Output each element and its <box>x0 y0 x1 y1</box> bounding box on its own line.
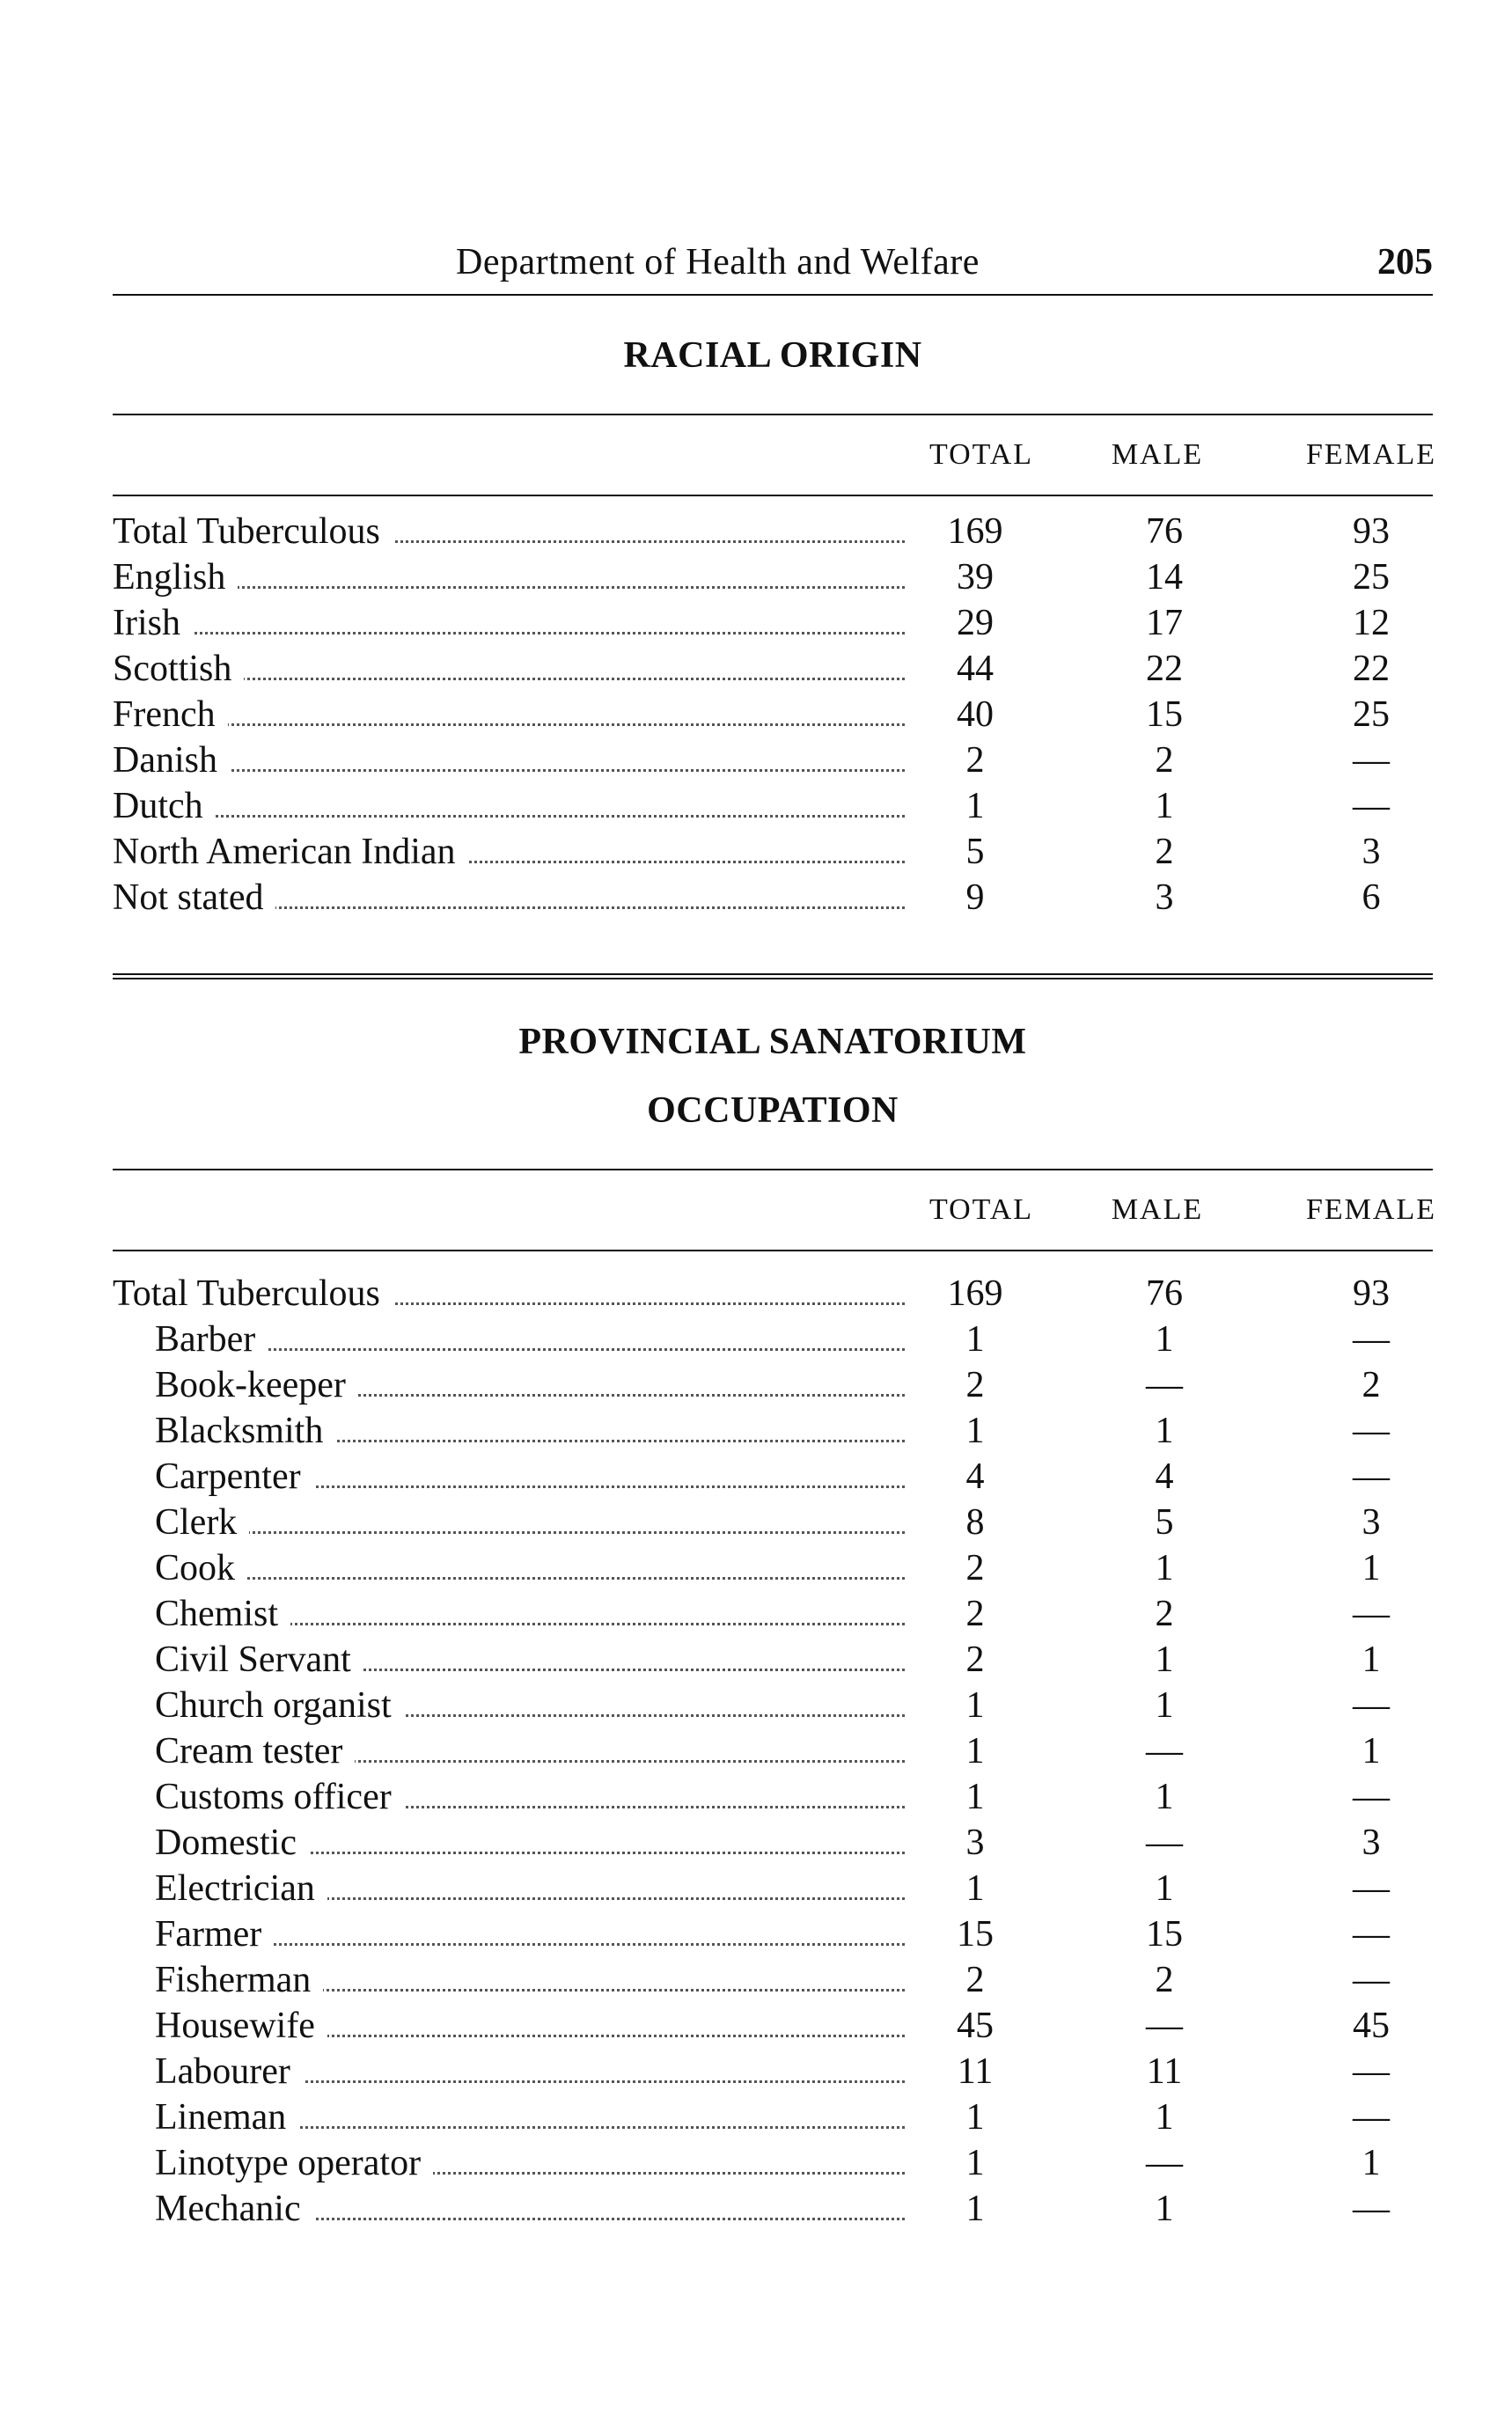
cell-total: 1 <box>965 2097 985 2138</box>
occupation-table <box>113 1271 1433 2232</box>
row-label: Dutch <box>113 783 216 829</box>
cell-female: — <box>1353 1685 1390 1726</box>
cell-total: 45 <box>957 2006 994 2046</box>
cell-female: 3 <box>1362 832 1381 872</box>
table-row <box>113 2094 1433 2140</box>
cell-female: — <box>1353 2051 1390 2092</box>
row-label: Chemist <box>155 1591 290 1637</box>
cell-male: 2 <box>1155 740 1174 781</box>
col-head-female: FEMALE <box>1306 438 1436 471</box>
cell-female: — <box>1353 1868 1390 1909</box>
cell-male: 15 <box>1146 694 1183 735</box>
cell-female: 12 <box>1353 603 1390 643</box>
cell-total: 2 <box>965 740 985 781</box>
table-row <box>113 737 1433 783</box>
cell-total: 9 <box>965 877 985 918</box>
table-row <box>113 875 1433 921</box>
table-row <box>113 1591 1433 1637</box>
dot-leader <box>130 632 905 635</box>
col-head-male: MALE <box>1111 1193 1204 1226</box>
cell-male: 1 <box>1155 786 1174 826</box>
dot-leader <box>130 769 905 772</box>
row-label: Customs officer <box>155 1774 404 1820</box>
cell-female: 1 <box>1362 1639 1381 1680</box>
table-row <box>113 1774 1433 1820</box>
cell-male: 1 <box>1155 1548 1174 1588</box>
table-row <box>113 1728 1433 1774</box>
row-label: Scottish <box>113 646 244 692</box>
row-label: Mechanic <box>155 2186 313 2232</box>
cell-male: 11 <box>1146 2051 1183 2092</box>
table-row <box>113 1683 1433 1728</box>
table-row <box>113 1545 1433 1591</box>
row-label: Book-keeper <box>155 1362 358 1408</box>
table-row <box>113 646 1433 692</box>
row-label: Linotype operator <box>155 2140 433 2186</box>
table-row <box>113 1637 1433 1683</box>
cell-total: 40 <box>957 694 994 735</box>
row-label: Barber <box>155 1317 268 1362</box>
cell-male: — <box>1146 2143 1183 2183</box>
row-label: Cream tester <box>155 1728 355 1774</box>
row-label: Total Tuberculous <box>113 1271 393 1317</box>
cell-female: 25 <box>1353 694 1390 735</box>
row-label: Total Tuberculous <box>113 509 393 554</box>
cell-male: 2 <box>1155 1960 1174 2000</box>
cell-total: 5 <box>965 832 985 872</box>
table-row <box>113 1820 1433 1866</box>
table-row <box>113 1408 1433 1454</box>
table-row <box>113 2140 1433 2186</box>
row-label: Church organist <box>155 1683 404 1728</box>
cell-female: — <box>1353 1411 1390 1451</box>
table-row <box>113 1957 1433 2003</box>
section-divider <box>113 973 1433 979</box>
cell-male: — <box>1146 1365 1183 1405</box>
dot-leader <box>172 1348 905 1351</box>
cell-total: 1 <box>965 1685 985 1726</box>
table-row <box>113 1317 1433 1362</box>
running-head <box>113 231 1433 283</box>
cell-total: 1 <box>965 2189 985 2229</box>
occupation-top-rule <box>113 1169 1433 1170</box>
cell-female: 1 <box>1362 2143 1381 2183</box>
cell-male: 15 <box>1146 1914 1183 1955</box>
cell-male: 17 <box>1146 603 1183 643</box>
cell-male: 76 <box>1146 1273 1183 1314</box>
cell-female: 93 <box>1353 511 1390 552</box>
cell-total: 169 <box>947 511 1003 552</box>
col-head-total: TOTAL <box>928 1193 1034 1226</box>
col-head-total: TOTAL <box>928 438 1034 471</box>
cell-female: — <box>1353 2097 1390 2138</box>
row-label: Housewife <box>155 2003 327 2049</box>
occupation-head-rule <box>113 1250 1433 1251</box>
table-row <box>113 1271 1433 1317</box>
cell-female: — <box>1353 1960 1390 2000</box>
cell-total: 2 <box>965 1548 985 1588</box>
cell-total: 1 <box>965 1731 985 1771</box>
table-row <box>113 829 1433 875</box>
row-label: Blacksmith <box>155 1408 335 1454</box>
cell-male: 22 <box>1146 649 1183 689</box>
cell-total: 3 <box>965 1823 985 1863</box>
row-label: Carpenter <box>155 1454 313 1500</box>
cell-male: — <box>1146 1823 1183 1863</box>
table-row <box>113 600 1433 646</box>
row-label: Danish <box>113 737 230 783</box>
dot-leader <box>130 678 905 680</box>
cell-male: 1 <box>1155 1868 1174 1909</box>
cell-female: — <box>1353 1594 1390 1634</box>
table-row <box>113 1866 1433 1911</box>
row-label: Irish <box>113 600 193 646</box>
cell-male: 1 <box>1155 1777 1174 1817</box>
cell-total: 11 <box>957 2051 994 2092</box>
cell-male: 1 <box>1155 1411 1174 1451</box>
cell-total: 8 <box>965 1502 985 1543</box>
cell-total: 2 <box>965 1365 985 1405</box>
cell-male: — <box>1146 2006 1183 2046</box>
page-number: 205 <box>1377 242 1433 282</box>
cell-male: 3 <box>1155 877 1174 918</box>
cell-male: 14 <box>1146 557 1183 598</box>
row-label: Domestic <box>155 1820 309 1866</box>
cell-total: 4 <box>965 1456 985 1497</box>
table-row <box>113 1500 1433 1545</box>
row-label: English <box>113 554 238 600</box>
cell-female: — <box>1353 2189 1390 2229</box>
row-label: Electrician <box>155 1866 327 1911</box>
table-row <box>113 1362 1433 1408</box>
row-label: Civil Servant <box>155 1637 363 1683</box>
row-label: Labourer <box>155 2049 303 2094</box>
header-rule <box>113 294 1433 296</box>
row-label: Lineman <box>155 2094 298 2140</box>
table-row <box>113 783 1433 829</box>
cell-female: — <box>1353 786 1390 826</box>
cell-male: 1 <box>1155 1319 1174 1360</box>
dot-leader <box>130 815 905 818</box>
cell-total: 1 <box>965 2143 985 2183</box>
cell-total: 1 <box>965 1319 985 1360</box>
cell-male: 2 <box>1155 832 1174 872</box>
dot-leader <box>172 1531 905 1534</box>
cell-total: 15 <box>957 1914 994 1955</box>
racial-origin-top-rule <box>113 414 1433 415</box>
cell-male: 76 <box>1146 511 1183 552</box>
table-row <box>113 509 1433 554</box>
row-label: Clerk <box>155 1500 249 1545</box>
row-label: Not stated <box>113 875 275 921</box>
cell-female: — <box>1353 1777 1390 1817</box>
row-label: Farmer <box>155 1911 274 1957</box>
racial-origin-table <box>113 509 1433 921</box>
cell-female: 3 <box>1362 1823 1381 1863</box>
table-row <box>113 554 1433 600</box>
cell-female: 93 <box>1353 1273 1390 1314</box>
cell-female: — <box>1353 740 1390 781</box>
cell-female: 2 <box>1362 1365 1381 1405</box>
cell-male: 5 <box>1155 1502 1174 1543</box>
cell-female: 1 <box>1362 1548 1381 1588</box>
cell-male: 1 <box>1155 2097 1174 2138</box>
table-row <box>113 1454 1433 1500</box>
racial-origin-title: RACIAL ORIGIN <box>623 335 922 376</box>
dot-leader <box>172 1943 905 1946</box>
cell-total: 1 <box>965 1411 985 1451</box>
running-title: Department of Health and Welfare <box>456 242 980 282</box>
cell-total: 2 <box>965 1639 985 1680</box>
cell-male: 1 <box>1155 2189 1174 2229</box>
cell-total: 1 <box>965 1868 985 1909</box>
col-head-male: MALE <box>1111 438 1204 471</box>
cell-female: 1 <box>1362 1731 1381 1771</box>
cell-total: 2 <box>965 1960 985 2000</box>
table-row <box>113 2049 1433 2094</box>
row-label: North American Indian <box>113 829 468 875</box>
cell-female: 45 <box>1353 2006 1390 2046</box>
cell-male: 1 <box>1155 1639 1174 1680</box>
cell-male: 2 <box>1155 1594 1174 1634</box>
dot-leader <box>130 586 905 589</box>
cell-total: 169 <box>947 1273 1003 1314</box>
cell-female: 25 <box>1353 557 1390 598</box>
table-row <box>113 692 1433 737</box>
cell-total: 39 <box>957 557 994 598</box>
cell-female: 22 <box>1353 649 1390 689</box>
col-head-female: FEMALE <box>1306 1193 1436 1226</box>
cell-total: 29 <box>957 603 994 643</box>
sanatorium-title: PROVINCIAL SANATORIUM <box>518 1022 1027 1062</box>
table-row <box>113 1911 1433 1957</box>
cell-total: 2 <box>965 1594 985 1634</box>
cell-female: 6 <box>1362 877 1381 918</box>
racial-origin-head-rule <box>113 495 1433 496</box>
dot-leader <box>130 723 905 726</box>
dot-leader <box>172 1577 905 1580</box>
cell-total: 44 <box>957 649 994 689</box>
cell-female: 3 <box>1362 1502 1381 1543</box>
table-row <box>113 2003 1433 2049</box>
cell-female: — <box>1353 1456 1390 1497</box>
row-label: Cook <box>155 1545 247 1591</box>
cell-male: — <box>1146 1731 1183 1771</box>
table-row <box>113 2186 1433 2232</box>
cell-total: 1 <box>965 1777 985 1817</box>
row-label: Fisherman <box>155 1957 323 2003</box>
cell-male: 1 <box>1155 1685 1174 1726</box>
occupation-subtitle: OCCUPATION <box>647 1090 899 1131</box>
row-label: French <box>113 692 228 737</box>
cell-male: 4 <box>1155 1456 1174 1497</box>
cell-female: — <box>1353 1914 1390 1955</box>
cell-total: 1 <box>965 786 985 826</box>
cell-female: — <box>1353 1319 1390 1360</box>
